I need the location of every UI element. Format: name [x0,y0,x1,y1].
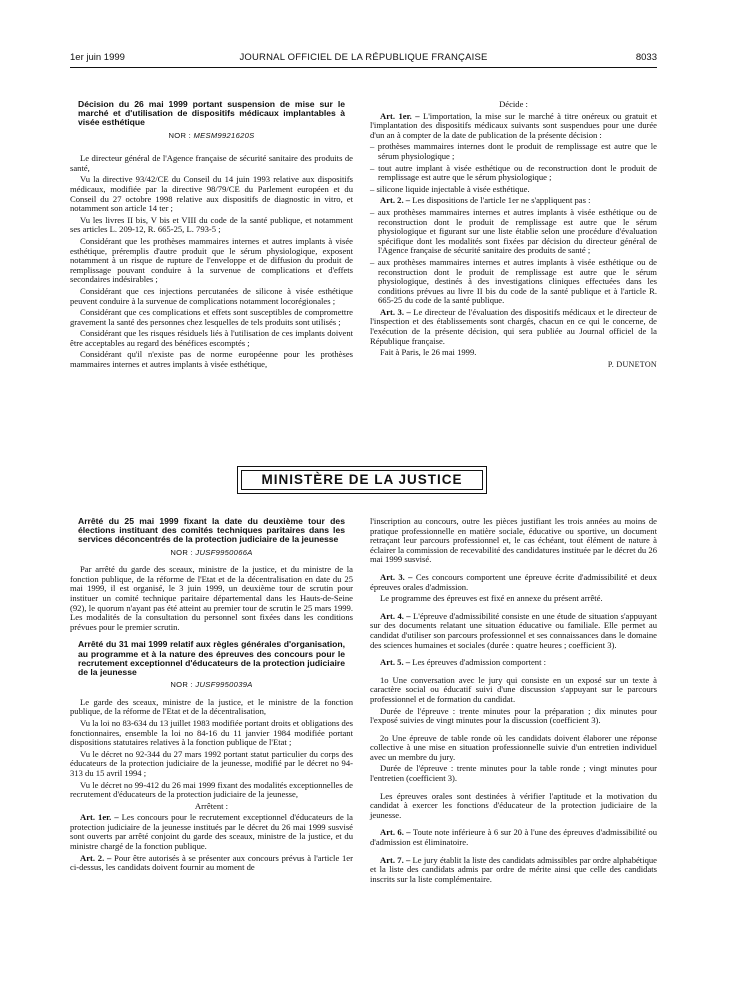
art-label: Art. 1er. – [380,110,420,121]
decision-column [70,100,353,372]
decision-para: Le directeur général de l'Agence française de sécurité sanitaire des produits de santé, [70,153,353,173]
art-text: Pour être autorisés à se présenter aux concours prévus à l'article 1er ci-dessus, les candidats doivent fournir au moment de [70,852,353,873]
arrete1-title: Arrêté du 25 mai 1999 fixant la date du deuxième tour des élections instituant des comités techniques paritaires dans les services déconcentrés de la protection judiciaire de la jeunesse [78,516,345,545]
ministry-title: MINISTÈRE DE LA JUSTICE [241,470,483,490]
art-text: Toute note inférieure à 6 sur 20 à l'une des épreuves d'admissibilité ou d'admission est éliminatoire. [370,827,657,848]
arrete2-para: Le garde des sceaux, ministre de la justice, et le ministre de la fonction publique, de la réforme de l'Etat et de la décentralisation, [70,696,353,717]
decision-articles-column [370,100,657,371]
art-label: Art. 1er. – [80,812,119,823]
header-date: 1er juin 1999 [70,52,125,63]
list-item: – tout autre implant à visée esthétique ou de reconstruction dont le produit de remplissage est autre que le sérum physiologique ; [370,162,657,183]
journal-title: JOURNAL OFFICIEL DE LA RÉPUBLIQUE FRANÇAISE [239,52,488,63]
list-item: – aux prothèses mammaires internes et autres implants à visée esthétique ou de reconstruction dont le produit de remplissage est autre que le sérum physiologique et figurant sur une liste établie selon une procédure d'évaluation spécifique dont les modalités sont fixées par décision du directeur général de l'Agence française de sécurité sanitaire des produits de santé ; [370,206,657,256]
art-text: Les concours pour le recrutement exceptionnel d'éducateurs de la protection judiciaire de la jeunesse institués par le décret du 26 mai 1999 susvisé sont ouverts par arrêté conjoint du garde des sceaux, ministre de la justice, et du ministre chargé de la fonction publique. [70,812,353,852]
art-text: L'importation, la mise sur le marché à titre onéreux ou gratuit et l'implantation des dispositifs médicaux suivants sont suspendues pour une durée d'un an à compter de la date de publication de la présente décision : [370,110,657,140]
art-label: Art. 2. – [380,195,411,206]
art-label: Art. 7. – [380,854,411,865]
page-header [70,52,657,66]
art5-para: 2o Une épreuve de table ronde où les candidats doivent élaborer une réponse collective à une mise en situation professionnelle suivie d'un entretien individuel avec un membre du jury. [370,732,657,762]
arrete2-art1 [70,813,353,851]
arrete2-art6 [370,828,657,847]
art-label: Art. 6. – [380,827,411,838]
art-text: L'épreuve d'admissibilité consiste en une étude de situation s'appuyant sur des documents relatant une situation éducative ou familiale. Elle permet au candidat d'utiliser son parcours professionnel et ses connaissances dans le domaine des sciences humaines et sociales (durée : quatre heures ; coefficient 3). [370,610,658,650]
decide-heading: Décide : [499,99,528,109]
decision-para: Considérant que ces complications et effets sont susceptibles de compromettre gravement la santé des personnes chez lesquelles de tels produits sont utilisés ; [70,307,353,327]
arrete1-para: Par arrêté du garde des sceaux, ministre de la justice, et du ministre de la fonction publique, de la réforme de l'Etat et de la décentralisation en date du 25 mai 1999, il est organisé, le 3 juin 1999, un deuxième tour de scrutin pour instituer un comité technique paritaire départemental dans les Hauts-de-Seine (92), le quorum n'ayant pas été atteint au premier tour de scrutin le 25 mars 1999. Les modalités de la consultation du personnel sont fixées dans les conditions prévues pour le premier scrutin. [70,564,353,632]
arrete2-para: Vu le décret no 99-412 du 26 mai 1999 fixant des modalités exceptionnelles de recrutement d'éducateurs de la protection judiciaire de la jeunesse, [70,779,353,800]
done-at: Fait à Paris, le 26 mai 1999. [380,347,477,358]
art-text: Les épreuves d'admission comportent : [410,657,546,668]
art-text: Le jury établit la liste des candidats admissibles par ordre alphabétique et la liste des candidats admis par ordre de mérite ainsi que celle des candidats inscrits sur la liste complémentaire. [370,854,657,884]
decision-title: Décision du 26 mai 1999 portant suspension de mise sur le marché et d'utilisation de dispositifs médicaux implantables à visée esthétique [78,99,345,128]
list-item: – silicone liquide injectable à visée esthétique. [370,183,530,194]
arrete2-art4 [370,612,657,650]
list-item: – prothèses mammaires internes dont le produit de remplissage est autre que le sérum physiologique ; [370,141,657,161]
decision-art3 [370,308,657,346]
art5-para: Les épreuves orales sont destinées à vérifier l'aptitude et la motivation du candidat à exercer les fonctions d'éducateur de la protection judiciaire de la jeunesse. [370,790,657,820]
nor-code: JUSF9950039A [195,680,253,690]
art-label: Art. 3. – [380,306,411,317]
decision-para: Considérant que les prothèses mammaires internes et autres implants à visée esthétique, préremplis d'autre produit que le sérum physiologique, exposent notamment à un risque de rupture de l'enveloppe et de diffusion du produit de remplissage pouvant conduire à la survenue de complications et d'effets secondaires indésirables ; [70,235,353,285]
list-item: – aux prothèses mammaires internes et autres implants à visée esthétique ou de reconstruction dont le produit de remplissage est autre que le sérum physiologique, destinés à des investigations cliniques effectuées dans les conditions prévues au livre II bis du code de la santé publique et à l'article R. 665-25 du code de la santé publique. [370,256,657,306]
decision-para: Considérant qu'il n'existe pas de norme européenne pour les prothèses mammaires internes et autres implants à visée esthétique, [70,349,353,370]
art5-para: Durée de l'épreuve : trente minutes pour la préparation ; dix minutes pour l'exposé suivies de vingt minutes pour la discussion (coefficient 3). [370,705,657,726]
art-label: Art. 4. – [380,610,411,621]
arretent-heading: Arrêtent : [194,800,229,811]
art2-continued: l'inscription au concours, outre les pièces justifiant les trois années au moins de pratique professionnelle en matière sociale, éducative ou sportive, un document retraçant leur parcours professionnel et, le cas échéant, tout élément de nature à éclairer la commission de recevabilité des candidatures instituée par le décret du 26 mai 1999 susvisé. [370,516,657,565]
page-number: 8033 [635,52,657,63]
decision-art2 [370,196,657,206]
arrete2-para: Vu le décret no 92-344 du 27 mars 1992 portant statut particulier du corps des éducateurs de la protection judiciaire de la jeunesse, modifié par le décret no 94-313 du 15 avril 1994 ; [70,748,353,778]
arrete2-art7 [370,856,657,885]
decision-para: Vu les livres II bis, V bis et VIII du code de la santé publique, et notamment ses articles L. 209-12, R. 665-25, L. 793-5 ; [70,214,353,235]
decision-para: Considérant que ces injections percutanées de silicone à visée esthétique peuvent conduire à la survenue de complications notamment locorégionales ; [70,285,353,306]
nor-label: NOR : [170,547,196,557]
arrete2-art5 [370,658,657,668]
art-text: Le directeur de l'évaluation des dispositifs médicaux et le directeur de l'inspection et des établissements sont chargés, chacun en ce qui le concerne, de l'exécution de la présente décision, qui sera publiée au Journal officiel de la République française. [370,306,657,346]
decision-para: Vu la directive 93/42/CE du Conseil du 14 juin 1993 relative aux dispositifs médicaux, modifiée par la directive 98/79/CE du Parlement européen et du Conseil du 27 octobre 1998 relative aux dispositifs de diagnostic in vitro, et notamment son article 14 ter ; [70,174,353,214]
nor-code: MESM9921620S [193,130,255,140]
art-text: Ces concours comportent une épreuve écrite d'admissibilité et deux épreuves orales d'admission. [370,571,657,592]
header-rule [70,67,657,68]
justice-right-column [370,517,657,886]
signature: P. DUNETON [607,359,657,369]
ministry-box [237,466,487,494]
decision-nor [70,131,353,141]
arrete2-para: Vu la loi no 83-634 du 13 juillet 1983 modifiée portant droits et obligations des fonctionnaires, ensemble la loi no 84-16 du 11 janvier 1984 modifiée portant dispositions statutaires relatives à la fonction publique de l'Etat ; [70,717,354,748]
justice-left-column [70,517,353,875]
nor-code: JUSF9950066A [195,547,253,557]
art-text: Les dispositions de l'article 1er ne s'appliquent pas : [410,195,591,206]
arrete2-title: Arrêté du 31 mai 1999 relatif aux règles générales d'organisation, au programme et à la nature des épreuves des concours pour le recrutement exceptionnel d'éducateurs de la protection judiciaire de la jeunesse [78,639,345,677]
art-label: Art. 5. – [380,657,411,668]
arrete2-art3 [370,573,657,592]
art5-para: 1o Une conversation avec le jury qui consiste en un exposé sur un texte à caractère social ou éducatif suivi d'une discussion s'appuyant sur le parcours professionnel et de formation du candidat. [370,674,657,704]
arrete2-art2 [70,854,353,873]
art5-para: Durée de l'épreuve : trente minutes pour la table ronde ; vingt minutes pour l'entretien (coefficient 3). [370,763,657,784]
art-label: Art. 2. – [80,852,112,863]
nor-label: NOR : [170,680,196,690]
art-label: Art. 3. – [380,571,413,582]
arrete2-nor [70,680,353,690]
decision-art1 [370,112,657,141]
decision-para: Considérant que les risques résiduels liés à l'utilisation de ces implants doivent être acceptables au regard des bénéfices escomptés ; [70,328,353,348]
arrete2-art3b: Le programme des épreuves est fixé en annexe du présent arrêté. [380,593,603,604]
arrete1-nor [70,548,353,558]
nor-label: NOR : [168,130,194,140]
